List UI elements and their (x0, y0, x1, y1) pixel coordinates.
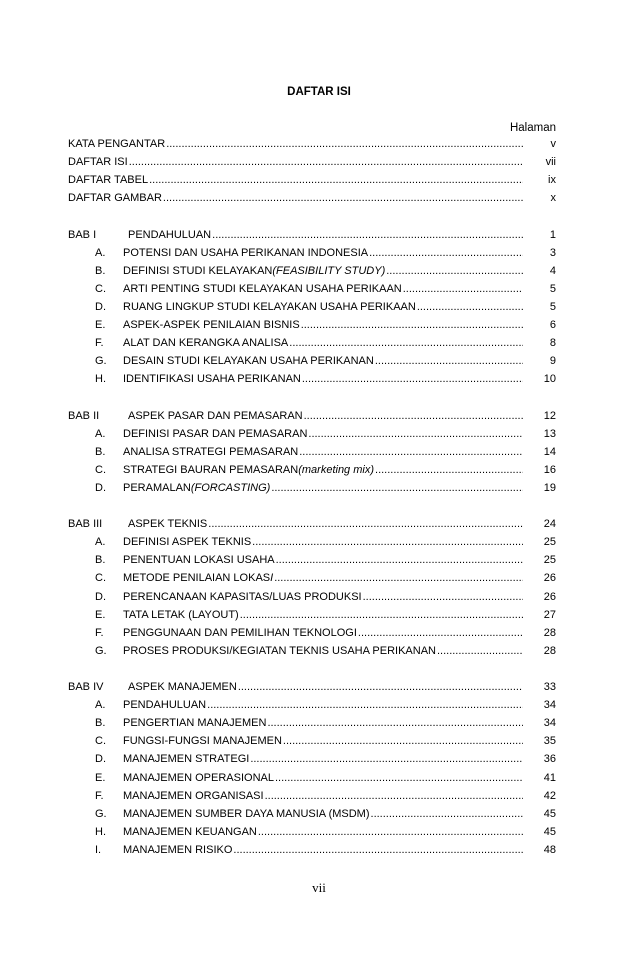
section-letter: A. (95, 536, 106, 549)
leader-dots (163, 190, 523, 207)
entry-label: MANAJEMEN OPERASIONAL (123, 771, 274, 784)
entry-page-number: 25 (543, 536, 556, 549)
leader-dots (375, 462, 523, 479)
entry-label: TATA LETAK (LAYOUT) (123, 608, 239, 621)
entry-label-italic: I (270, 572, 274, 585)
entry-label: ALAT DAN KERANGKA ANALISA (123, 337, 289, 350)
entry-page-number: 26 (543, 590, 556, 603)
entry-label: ASPEK-ASPEK PENILAIAN BISNIS (123, 319, 300, 331)
leader-dots (289, 335, 523, 352)
entry-label: MANAJEMEN STRATEGI (123, 753, 250, 766)
toc-section-entry (95, 625, 556, 642)
leader-dots (375, 353, 523, 370)
leader-dots (212, 227, 523, 244)
entry-page-number: 12 (543, 409, 556, 422)
toc-section-entry (95, 552, 556, 569)
toc-chapter-entry (68, 227, 556, 244)
entry-label: POTENSI DAN USAHA PERIKANAN INDONESIA (123, 246, 369, 259)
section-letter: C. (95, 463, 106, 476)
entry-page-number: 8 (549, 337, 556, 350)
leader-dots (207, 697, 523, 714)
leader-dots (283, 733, 523, 750)
entry-page-number: 34 (543, 717, 556, 730)
section-letter: F. (95, 789, 104, 802)
entry-page-number: 14 (543, 445, 556, 458)
entry-page-number: 45 (543, 807, 556, 820)
toc-section-entry (95, 480, 556, 497)
leader-dots (417, 299, 523, 316)
toc-section-entry (95, 733, 556, 750)
entry-label: DAFTAR TABEL (68, 174, 149, 187)
leader-dots (276, 552, 523, 569)
leader-dots (250, 751, 523, 768)
leader-dots (299, 444, 523, 461)
entry-page-number: 16 (543, 463, 556, 476)
entry-page-number: 25 (543, 554, 556, 567)
entry-label: ANALISA STRATEGI PEMASARAN (123, 445, 299, 458)
entry-page-number: 42 (543, 789, 556, 802)
toc-section-entry (95, 317, 556, 334)
entry-label: ASPEK PASAR DAN PEMASARAN (128, 409, 303, 422)
section-letter: C. (95, 735, 106, 748)
leader-dots (166, 136, 523, 153)
entry-page-number: 9 (549, 355, 556, 368)
toc-front-matter-entry (68, 136, 556, 153)
section-letter: E. (95, 608, 106, 621)
entry-page-number: 41 (543, 771, 556, 784)
section-letter: I. (95, 843, 102, 856)
leader-dots (271, 480, 523, 497)
entry-label: PERENCANAAN KAPASITAS/LUAS PRODUKSI (123, 590, 362, 603)
entry-label: PENGGUNAAN DAN PEMILIHAN TEKNOLOGI (123, 626, 357, 639)
entry-label: PENDAHULUAN (128, 228, 212, 241)
entry-label: ARTI PENTING STUDI KELAYAKAN USAHA PERIKAAN (123, 282, 402, 295)
entry-label-italic: (marketing mix) (298, 463, 375, 476)
section-letter: B. (95, 717, 106, 730)
entry-page-number: 13 (543, 427, 556, 440)
toc-section-entry (95, 697, 556, 714)
toc-section-entry (95, 299, 556, 316)
entry-label-italic: (FORCASTING) (190, 481, 271, 494)
toc-section-entry (95, 426, 556, 443)
toc-section-entry (95, 751, 556, 768)
leader-dots (302, 371, 523, 388)
section-letter: B. (95, 445, 106, 458)
section-letter: A. (95, 427, 106, 440)
entry-label: PENDAHULUAN (123, 699, 207, 712)
leader-dots (233, 842, 523, 859)
section-letter: G. (95, 644, 107, 657)
entry-label: DAFTAR ISI (68, 156, 128, 169)
leader-dots (149, 172, 523, 189)
entry-page-number: 3 (549, 246, 556, 259)
entry-label: RUANG LINGKUP STUDI KELAYAKAN USAHA PERIKAAN (123, 300, 416, 313)
entry-label: IDENTIFIKASI USAHA PERIKANAN (123, 373, 301, 386)
leader-dots (386, 263, 523, 280)
leader-dots (208, 516, 523, 533)
chapter-code: BAB III (68, 518, 103, 531)
leader-dots (308, 426, 523, 443)
leader-dots (363, 589, 523, 606)
entry-label: STRATEGI BAURAN PEMASARAN (123, 463, 299, 476)
entry-page-number: 5 (549, 282, 556, 295)
leader-dots (265, 788, 523, 805)
section-letter: D. (95, 481, 106, 494)
chapter-code: BAB I (68, 228, 97, 241)
leader-dots (258, 824, 523, 841)
leader-dots (238, 679, 523, 696)
page-title: DAFTAR ISI (287, 86, 351, 98)
entry-page-number: x (550, 192, 556, 205)
entry-label-italic: (FEASIBILITY STUDY) (272, 264, 386, 277)
toc-section-entry (95, 788, 556, 805)
entry-page-number: 33 (543, 681, 556, 693)
toc-section-entry (95, 335, 556, 352)
entry-page-number: 5 (549, 300, 556, 313)
leader-dots (358, 625, 523, 642)
entry-label: MANAJEMEN SUMBER DAYA MANUSIA (MSDM) (123, 807, 370, 820)
toc-section-entry (95, 643, 556, 660)
toc-front-matter-entry (68, 190, 556, 207)
entry-label: FUNGSI-FUNGSI MANAJEMEN (123, 735, 282, 748)
entry-label: ASPEK TEKNIS (128, 518, 208, 531)
entry-label: MANAJEMEN RISIKO (123, 843, 233, 856)
entry-page-number: 4 (549, 264, 556, 277)
toc-section-entry (95, 245, 556, 262)
leader-dots (403, 281, 523, 298)
chapter-code: BAB IV (68, 681, 104, 693)
section-letter: D. (95, 300, 106, 313)
entry-label: MANAJEMEN KEUANGAN (123, 825, 257, 838)
toc-section-entry (95, 534, 556, 551)
entry-label: PROSES PRODUKSI/KEGIATAN TEKNIS USAHA PERIKANAN (123, 644, 436, 657)
entry-label: DAFTAR GAMBAR (68, 192, 162, 205)
entry-page-number: 36 (543, 753, 556, 766)
toc-section-entry (95, 715, 556, 732)
toc-section-entry (95, 462, 556, 479)
section-letter: H. (95, 825, 106, 838)
section-letter: B. (95, 264, 106, 277)
leader-dots (371, 806, 523, 823)
toc-section-entry (95, 824, 556, 841)
entry-label: DEFINISI STUDI KELAYAKAN (123, 264, 273, 277)
entry-label: PENGERTIAN MANAJEMEN (123, 717, 267, 730)
entry-page-number: 10 (543, 373, 556, 386)
section-letter: H. (95, 373, 106, 386)
entry-label: DEFINISI PASAR DAN PEMASARAN (123, 427, 308, 440)
leader-dots (267, 715, 523, 732)
entry-label: DEFINISI ASPEK TEKNIS (123, 536, 252, 549)
toc-section-entry (95, 842, 556, 859)
section-letter: D. (95, 753, 106, 766)
section-letter: D. (95, 590, 106, 603)
leader-dots (304, 408, 523, 425)
entry-page-number: 28 (543, 644, 556, 657)
toc-section-entry (95, 806, 556, 823)
entry-label: DESAIN STUDI KELAYAKAN USAHA PERIKANAN (123, 355, 374, 368)
entry-page-number: v (550, 138, 556, 150)
toc-chapter-entry (68, 679, 556, 696)
entry-label: MANAJEMEN ORGANISASI (123, 789, 264, 802)
toc-section-entry (95, 589, 556, 606)
entry-page-number: 6 (549, 319, 556, 331)
footer-page-number: vii (312, 880, 326, 895)
toc-section-entry (95, 281, 556, 298)
toc-section-entry (95, 353, 556, 370)
section-letter: F. (95, 626, 104, 639)
entry-page-number: 48 (543, 843, 556, 856)
entry-page-number: 27 (543, 608, 556, 621)
section-letter: A. (95, 246, 106, 259)
section-letter: A. (95, 699, 106, 712)
toc-section-entry (95, 770, 556, 787)
section-letter: G. (95, 355, 107, 368)
section-letter: C. (95, 282, 106, 295)
entry-page-number: 45 (543, 825, 556, 838)
leader-dots (240, 607, 523, 624)
toc-section-entry (95, 607, 556, 624)
entry-page-number: 26 (543, 572, 556, 585)
toc-section-entry (95, 444, 556, 461)
entry-page-number: 28 (543, 626, 556, 639)
toc-front-matter-entry (68, 154, 556, 171)
section-letter: F. (95, 337, 104, 350)
leader-dots (129, 154, 523, 171)
toc-section-entry (95, 263, 556, 280)
section-letter: B. (95, 554, 106, 567)
toc-chapter-entry (68, 408, 556, 425)
section-letter: E. (95, 319, 106, 331)
chapter-code: BAB II (68, 409, 100, 422)
section-letter: E. (95, 771, 106, 784)
entry-label: ASPEK MANAJEMEN (128, 681, 237, 693)
section-letter: C. (95, 572, 106, 585)
entry-label: KATA PENGANTAR (68, 138, 166, 150)
toc-section-entry (95, 570, 556, 587)
leader-dots (301, 317, 523, 334)
toc-front-matter-entry (68, 172, 556, 189)
entry-page-number: vii (545, 156, 556, 169)
entry-page-number: ix (548, 174, 556, 187)
toc-section-entry (95, 371, 556, 388)
entry-label: PENENTUAN LOKASI USAHA (123, 554, 275, 567)
leader-dots (437, 643, 523, 660)
entry-page-number: 24 (543, 518, 556, 531)
leader-dots (252, 534, 523, 551)
entry-page-number: 19 (543, 481, 556, 494)
toc-chapter-entry (68, 516, 556, 533)
entry-label: METODE PENILAIAN LOKAS (123, 572, 271, 585)
page-column-header: Halaman (509, 122, 556, 134)
leader-dots (274, 570, 523, 587)
entry-page-number: 35 (543, 735, 556, 748)
section-letter: G. (95, 807, 107, 820)
entry-page-number: 34 (543, 699, 556, 712)
leader-dots (275, 770, 523, 787)
entry-label: PERAMALAN (123, 481, 191, 494)
leader-dots (369, 245, 523, 262)
entry-page-number: 1 (549, 228, 556, 241)
